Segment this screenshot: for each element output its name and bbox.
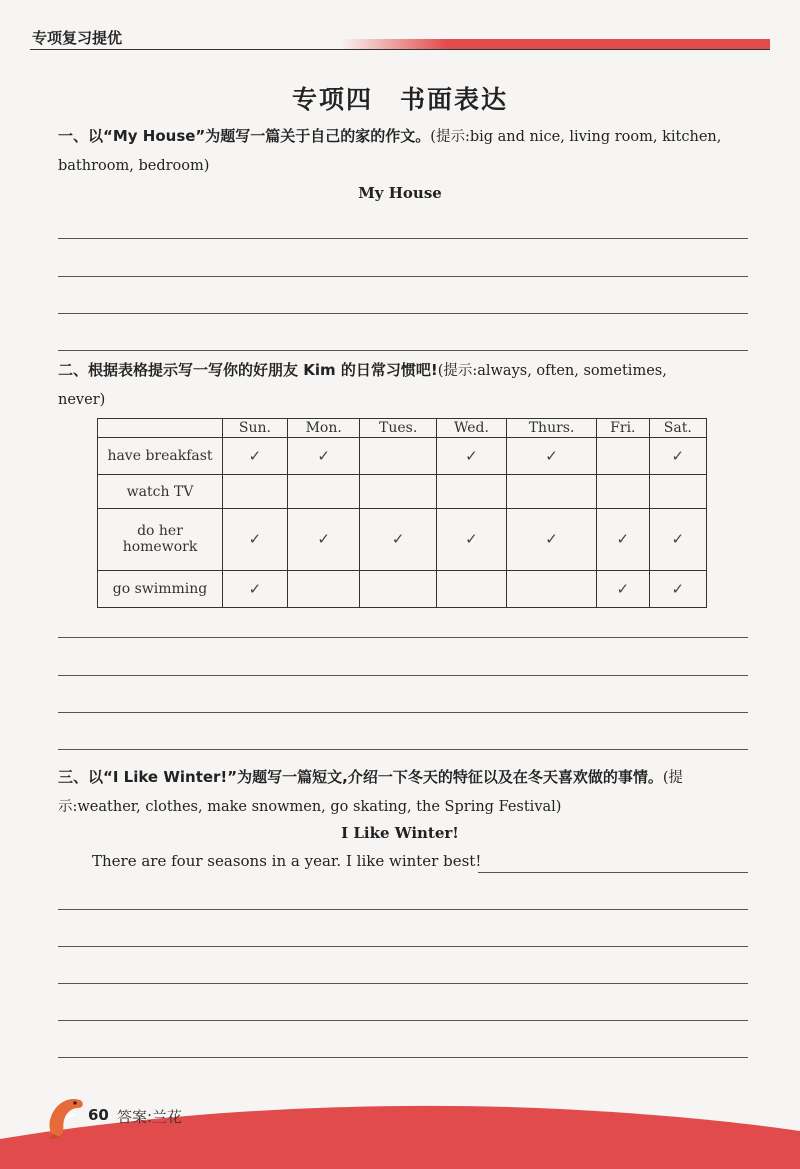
question-3-hint-b: 示:weather, clothes, make snowmen, go skating, the Spring Festival) [58,799,562,815]
habit-cell [507,570,597,607]
check-mark-icon: ✓ [545,530,558,549]
habit-cell [287,475,360,509]
habit-cell [223,508,288,570]
habit-cell [436,570,506,607]
question-1-subtitle: My House [358,184,442,202]
habit-cell [287,570,360,607]
habit-cell [436,438,506,475]
question-1-prompt: 一、以“My House”为题写一篇关于自己的家的作文。 [58,127,431,145]
habit-cell [597,570,649,607]
section-label: 专项复习提优 [32,29,123,47]
table-row [98,475,707,509]
check-mark-icon: ✓ [616,530,630,549]
activity-label: do her homework [98,508,223,570]
habit-cell [287,438,360,475]
question-1-hint-a: (提示:big and nice, living room, kitchen, [430,129,722,145]
day-header: Thurs. [507,419,597,438]
question-2-hint-b: never) [58,392,106,408]
table-header-row [98,419,707,438]
header-accent-bar [340,39,770,49]
answer-text: 答案:兰花 [117,1108,183,1126]
question-2-hint-a: (提示:always, often, sometimes, [437,363,667,379]
check-mark-icon: ✓ [317,530,330,549]
check-mark-icon: ✓ [248,447,262,466]
writing-line[interactable] [58,350,748,351]
habit-cell [649,570,706,607]
habit-cell [360,508,436,570]
day-header: Fri. [597,419,649,438]
writing-line[interactable] [58,276,748,277]
habit-cell [649,438,706,475]
check-mark-icon: ✓ [616,579,630,598]
activity-label: watch TV [98,475,223,509]
question-2-prompt: 二、根据表格提示写一写你的好朋友 Kim 的日常习惯吧! [58,361,438,379]
check-mark-icon: ✓ [465,530,478,549]
habit-cell [649,475,706,509]
check-mark-icon: ✓ [465,447,478,466]
habit-cell [597,475,649,509]
habit-cell [360,438,436,475]
writing-line[interactable] [58,675,748,676]
habit-cell [223,570,288,607]
habit-cell [597,438,649,475]
question-3 [58,763,758,821]
habit-cell [507,438,597,475]
question-1-hint-b: bathroom, bedroom) [58,158,210,174]
question-3-hint-a: (提 [662,770,684,786]
check-mark-icon: ✓ [671,579,685,598]
check-mark-icon: ✓ [391,530,405,549]
table-row [98,508,707,570]
table-row [98,570,707,607]
habit-cell [436,508,506,570]
check-mark-icon: ✓ [317,447,330,466]
page-title: 专项四 书面表达 [291,85,508,114]
habit-cell [360,475,436,509]
question-3-subtitle: I Like Winter! [341,824,459,842]
habit-cell [649,508,706,570]
activity-label: go swimming [98,570,223,607]
day-header: Sun. [223,419,288,438]
writing-line[interactable] [58,946,748,947]
day-header: Mon. [287,419,360,438]
dolphin-icon [44,1090,88,1140]
check-mark-icon: ✓ [671,447,685,466]
question-1 [58,122,758,180]
writing-line[interactable] [58,1057,748,1058]
writing-line[interactable] [58,712,748,713]
check-mark-icon: ✓ [248,530,262,549]
activity-label: have breakfast [98,438,223,475]
page-number: 60 [88,1106,109,1124]
writing-line[interactable] [58,909,748,910]
habit-cell [287,508,360,570]
writing-line[interactable] [478,872,748,873]
check-mark-icon: ✓ [671,530,685,549]
habit-cell [223,438,288,475]
question-3-prompt: 三、以“I Like Winter!”为题写一篇短文,介绍一下冬天的特征以及在冬天喜欢做的事情。 [58,768,663,786]
question-2 [58,356,758,414]
day-header: Sat. [649,419,706,438]
habit-cell [507,475,597,509]
habit-cell [507,508,597,570]
check-mark-icon: ✓ [248,579,262,598]
writing-line[interactable] [58,637,748,638]
habits-table [97,418,707,608]
habit-cell [360,570,436,607]
writing-line[interactable] [58,749,748,750]
check-mark-icon: ✓ [545,447,558,466]
habit-cell [436,475,506,509]
day-header: Wed. [436,419,506,438]
writing-line[interactable] [58,983,748,984]
table-row [98,438,707,475]
essay-starter-sentence: There are four seasons in a year. I like winter best! [92,852,482,870]
header-divider [30,49,770,50]
habit-cell [223,475,288,509]
habit-cell [597,508,649,570]
table-corner-cell [98,419,223,438]
writing-line[interactable] [58,238,748,239]
writing-line[interactable] [58,1020,748,1021]
day-header: Tues. [360,419,436,438]
writing-line[interactable] [58,313,748,314]
